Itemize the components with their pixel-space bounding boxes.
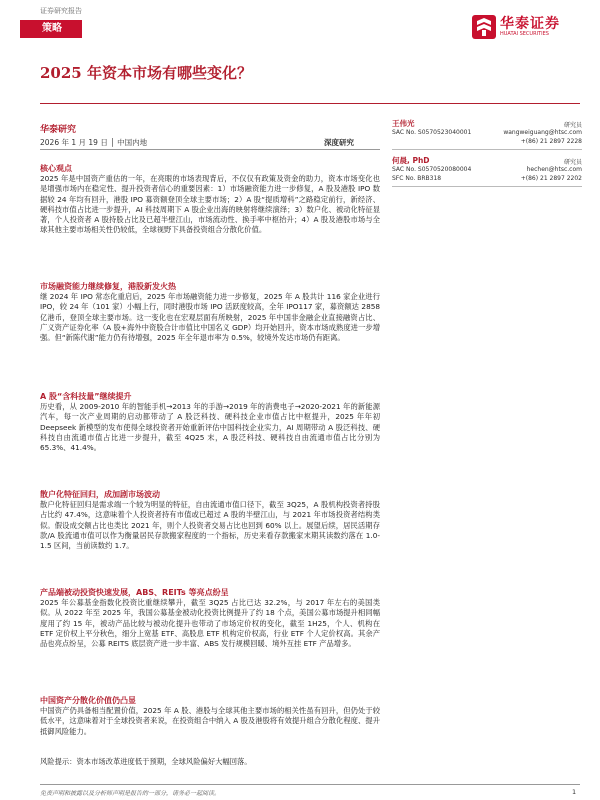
analyst-sac: SAC No. S0570520080004	[392, 166, 472, 173]
section-core-views	[40, 164, 380, 235]
disclaimer-footer: 免责声明和披露以及分析师声明是报告的一部分，请务必一起阅读。	[40, 790, 221, 797]
report-title: 2025 年资本市场有哪些变化？	[40, 64, 252, 82]
section-paragraph: 2025 年公募基金指数化投资比重继续攀升，截至 3Q25 占比已达 32.2%，与 2017 年左右的美国类似。从 2022 年至 2025 年，我国公募基金被动化投资比例提升了约 18 个点，美国公募市场提升相同幅度用了约 15 年，被动产品比较与被动化提升也带动了市场定价权的变化，截至 1H25，个人、机构在 ETF 定价权上平分秋色，细分上宽基 ETF、高股息 ETF 机构定价权高，行业 ETF 个人定价权高。其余产品也亮点纷呈，公募 REITS 底层资产进一步丰富、ABS 发行规模回暖、境外互挂 ETF 产品增多。	[40, 598, 380, 649]
section-heading: 产品端被动投资快速发展，ABS、REITs 等亮点纷呈	[40, 588, 229, 597]
logo-text: 华泰证券	[500, 16, 560, 32]
analyst-name: 王伟光	[392, 119, 415, 128]
page-number: 1	[572, 788, 577, 796]
document-type: 证券研究报告	[40, 7, 82, 15]
section-passive-investing	[40, 588, 380, 649]
section-paragraph: 历史看，从 2009-2010 年的智能手机→2013 年的手游→2019 年的消费电子→2020-2021 年的新能源汽车，每一次产业周期的启动都带动了 A 股泛科技、硬科技企业市值占比中枢提升，2025 年年初 Deepseek 新模型的发布使得全球投资者开始重新评估中国科技企业实力，AI 周期带动 A 股泛科技、硬科技自由流通市值占比进一步提升，截至 4Q25 末，A 股泛科技、硬科技自由流通市值占比分别为 65.3%、41.4%。	[40, 402, 380, 453]
report-type: 深度研究	[324, 138, 354, 147]
section-diversification	[40, 696, 380, 737]
section-heading: 散户化特征回归，成加剧市场波动	[40, 490, 160, 499]
analyst-email[interactable]: hechen@htsc.com	[526, 166, 582, 173]
section-financing	[40, 282, 380, 343]
report-date: 2026 年 1 月 19 日 │ 中国内地	[40, 138, 148, 147]
section-tech-content	[40, 392, 380, 453]
section-paragraph: 继 2024 年 IPO 常态化重启后，2025 年市场融资能力进一步修复，2025 年 A 股共计 116 家企业进行 IPO，较 24 年（101 家）小幅上行，同时港股市场 IPO 活跃度较高，全年 IPO117 家，募资额达 2858 亿港币，登顶全球主要市场。这一变化也在宏观层面有所映射，2025 年中国非金融企业直接融资占比、广义资产证券化率（A 股+海外中资股合计市值比中国名义 GDP）均开始回升，资本市场成熟度进一步增强。但“新陈代谢”能力仍有待增强，2025 年全年退市率为 0.5%，较境外发达市场仍有距离。	[40, 292, 380, 343]
section-heading: 中国资产分散化价值仍凸显	[40, 696, 136, 705]
analyst-sac: SAC No. S0570523040001	[392, 129, 472, 136]
analyst-email[interactable]: wangweiguang@htsc.com	[503, 129, 582, 136]
analyst-divider	[392, 149, 582, 150]
section-label: 策略	[20, 20, 82, 38]
organization-name: 华泰研究	[40, 125, 77, 135]
analyst-phone: +(86) 21 2897 2202	[520, 175, 582, 182]
section-heading: 核心观点	[40, 164, 72, 173]
risk-warning: 风险提示：资本市场改革进度低于预期，全球风险偏好大幅回落。	[40, 757, 252, 766]
section-paragraph: 中国资产仍具备相当配置价值，2025 年 A 股、港股与全球其他主要市场的相关性虽有回升，但仍处于较低水平，这意味着对于全球投资者来说，在投资组合中纳入 A 股及港股将有效提升组合分散化程度、提升抵御风险能力。	[40, 706, 380, 736]
footer-divider	[40, 784, 580, 785]
analyst-role: 研究员	[563, 122, 582, 129]
company-logo	[472, 13, 582, 43]
analyst-name: 何晨, PhD	[392, 156, 430, 165]
analyst-phone: +(86) 21 2897 2228	[520, 138, 582, 145]
section-heading: 市场融资能力继续修复，港股新发火热	[40, 282, 176, 291]
logo-subtext: HUATAI SECURITIES	[500, 31, 549, 37]
meta-divider	[40, 149, 380, 150]
section-heading: A 股“含科技量”继续提升	[40, 392, 132, 401]
analyst-card	[392, 155, 582, 184]
section-paragraph: 散户化特征回归是需求端一个较为明显的特征，自由流通市值口径下，截至 3Q25，A 股机构投资者持股占比约 47.4%，这意味着个人投资者持有市值或已超过 A 股的半壁江山，与 2021 年市场投资者结构类似。假设成交额占比也类比 2021 年，则个人投资者交易占比也回到 60% 以上。展望后续，居民活期存款/A 股流通市值可以作为衡量居民存款搬家程度的一个指标，历史来看存款搬家末期其读数约落在 1.0-1.5 区间，当前读数约 1.7。	[40, 500, 380, 551]
section-paragraph: 2025 年是中国资产重估的一年，在亮眼的市场表现背后，不仅仅有政策及资金的助力，资本市场变化也是增强市场内在稳定性、提升投资者信心的重要因素：1）市场融资能力进一步修复，A 股及港股 IPO 数据较 24 年均有回升，港股 IPO 募资额登顶全球主要市场；2）A 股“提质增科”之路稳定前行，新经济、硬科技市值占比进一步提升，AI 科技周期下 A 股企业出海的映射将继续演绎；3）数户化、被动化特征显著，个人投资者 A 股持股占比及已超半壁江山，市场流动性、换手率中枢抬升；4）A 股及港股市场与全球其他主要市场相关性仍较低，全球视野下具备投资组合分散化价值。	[40, 174, 380, 235]
analyst-card	[392, 118, 582, 147]
title-divider	[40, 103, 580, 104]
analyst-divider	[392, 186, 582, 187]
section-retail-investors	[40, 490, 380, 551]
analyst-role: 研究员	[563, 159, 582, 166]
logo-icon	[472, 15, 496, 39]
analyst-sfc: SFC No. BRB318	[392, 175, 442, 182]
